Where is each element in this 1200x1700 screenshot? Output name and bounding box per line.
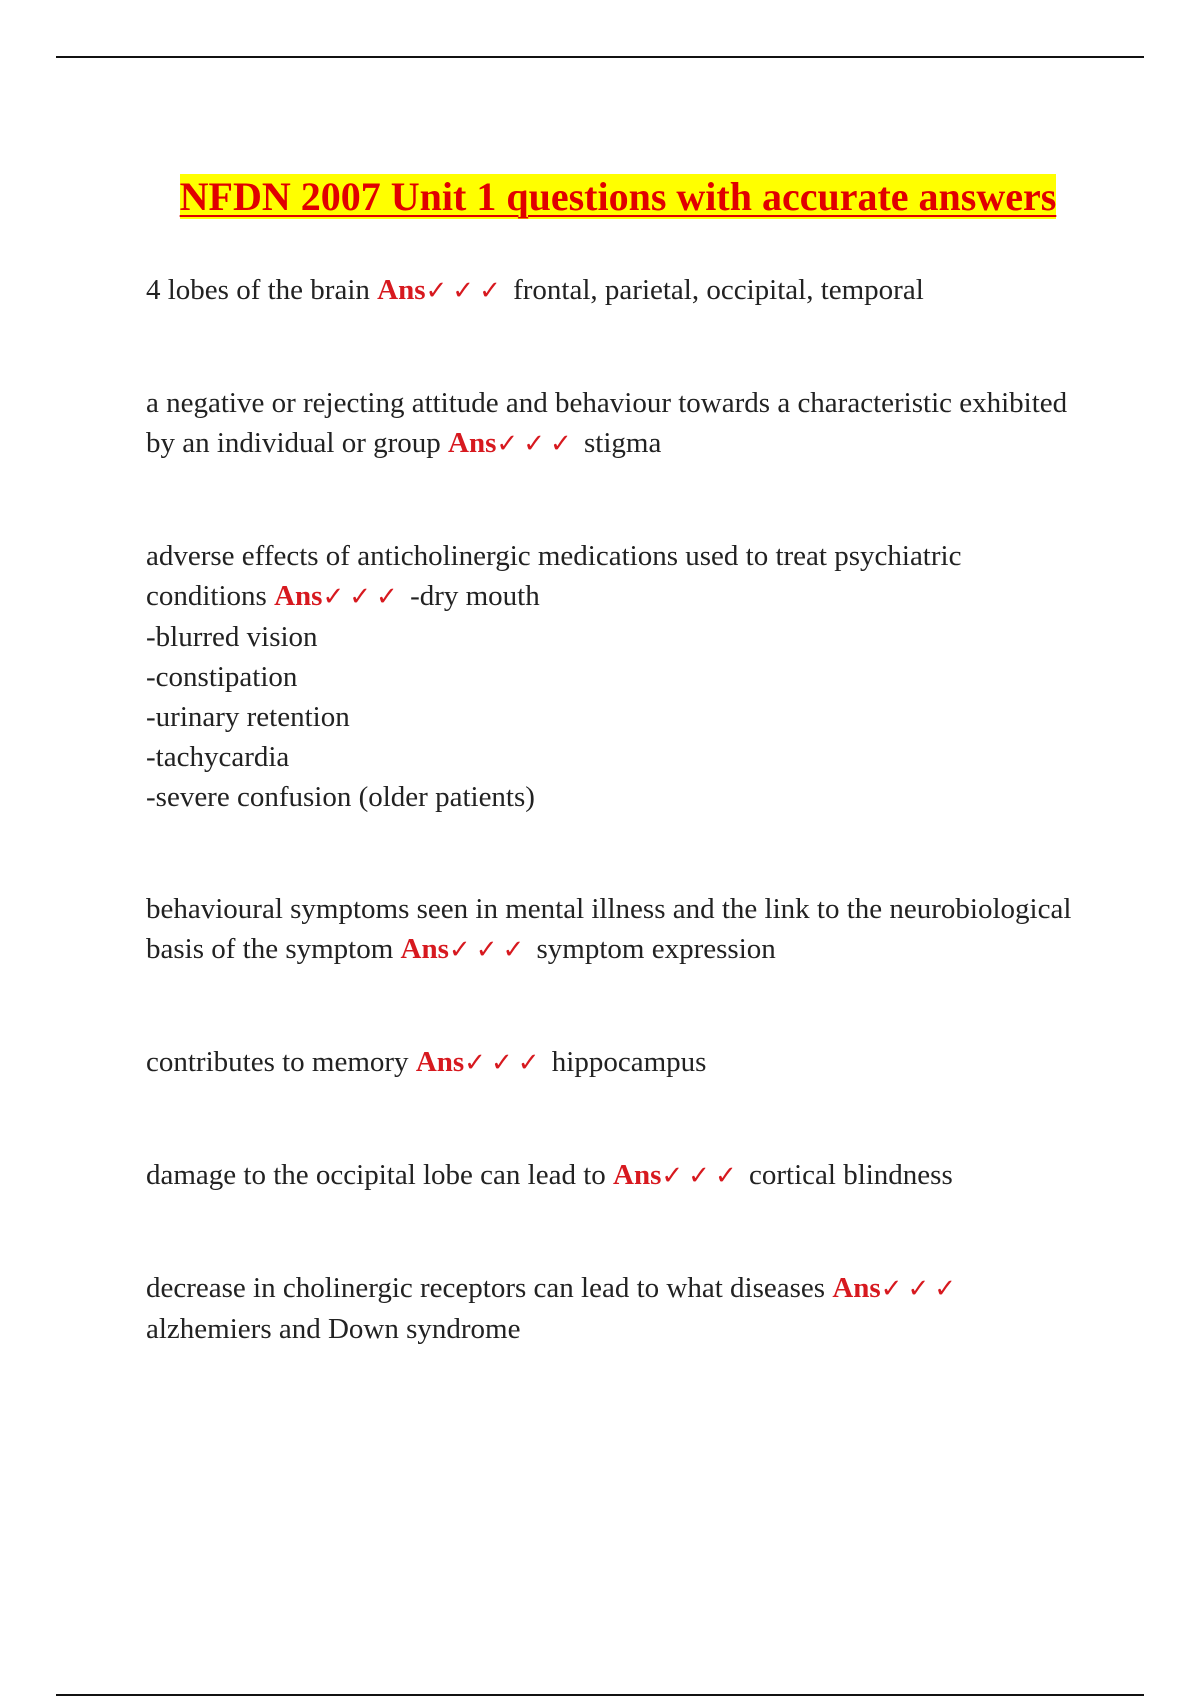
answer-text: frontal, parietal, occipital, temporal — [513, 274, 924, 306]
answer-text: cortical blindness — [749, 1159, 953, 1191]
title-highlight: NFDN 2007 Unit 1 questions with accurate answers — [179, 173, 1057, 219]
answer-label: Ans — [377, 274, 426, 306]
answer-text: alzhemiers and Down syndrome — [146, 1313, 521, 1345]
answer-label: Ans — [400, 933, 449, 965]
qa-item — [146, 1042, 1076, 1083]
answer-label: Ans — [613, 1159, 662, 1191]
qa-item — [146, 383, 1076, 464]
checkmark-icon: ✓✓✓ — [448, 935, 530, 965]
qa-item — [146, 270, 1076, 311]
answer-text: symptom expression — [536, 933, 776, 965]
answer-line: -urinary retention — [146, 701, 350, 733]
qa-text — [146, 1042, 1076, 1083]
footer-rule — [56, 1694, 1144, 1696]
answer-label: Ans — [448, 427, 497, 459]
answer-text: -dry mouth — [410, 580, 540, 612]
qa-item — [146, 1268, 1076, 1349]
qa-text — [146, 536, 1076, 617]
answer-text: stigma — [584, 427, 662, 459]
answer-line: -severe confusion (older patients) — [146, 781, 535, 813]
checkmark-icon: ✓✓✓ — [880, 1274, 962, 1304]
header-rule — [56, 56, 1144, 58]
question-text: decrease in cholinergic receptors can lead to what diseases — [146, 1272, 826, 1304]
checkmark-icon: ✓✓✓ — [661, 1161, 742, 1191]
answer-label: Ans — [832, 1272, 881, 1304]
qa-text — [146, 383, 1076, 464]
checkmark-icon: ✓✓✓ — [425, 276, 506, 306]
question-text: 4 lobes of the brain — [146, 274, 370, 306]
qa-text — [146, 1155, 1076, 1196]
qa-item — [146, 1155, 1076, 1196]
qa-text — [146, 889, 1076, 970]
answer-line: -tachycardia — [146, 741, 290, 773]
answer-label: Ans — [274, 580, 323, 612]
checkmark-icon: ✓✓✓ — [322, 582, 403, 612]
question-text: contributes to memory — [146, 1046, 409, 1078]
qa-text — [146, 270, 1076, 311]
question-text: adverse effects of anticholinergic medications used to treat psychiatric conditions — [146, 540, 962, 612]
qa-list — [146, 270, 1076, 1421]
document-title — [146, 169, 1090, 224]
answer-text: hippocampus — [551, 1046, 707, 1078]
answer-label: Ans — [415, 1046, 465, 1078]
qa-text — [146, 1268, 1076, 1349]
question-text: a negative or rejecting attitude and behaviour towards a characteristic exhibited by an individual or group — [146, 387, 1068, 459]
checkmark-icon: ✓✓✓ — [496, 429, 577, 459]
qa-item — [146, 536, 1076, 817]
answer-line: -constipation — [146, 661, 298, 693]
question-text: damage to the occipital lobe can lead to — [146, 1159, 606, 1191]
checkmark-icon: ✓✓✓ — [464, 1048, 545, 1078]
question-text: behavioural symptoms seen in mental illness and the link to the neurobiological basis of the symptom — [146, 893, 1072, 965]
qa-item — [146, 889, 1076, 970]
answer-line: -blurred vision — [146, 621, 318, 653]
